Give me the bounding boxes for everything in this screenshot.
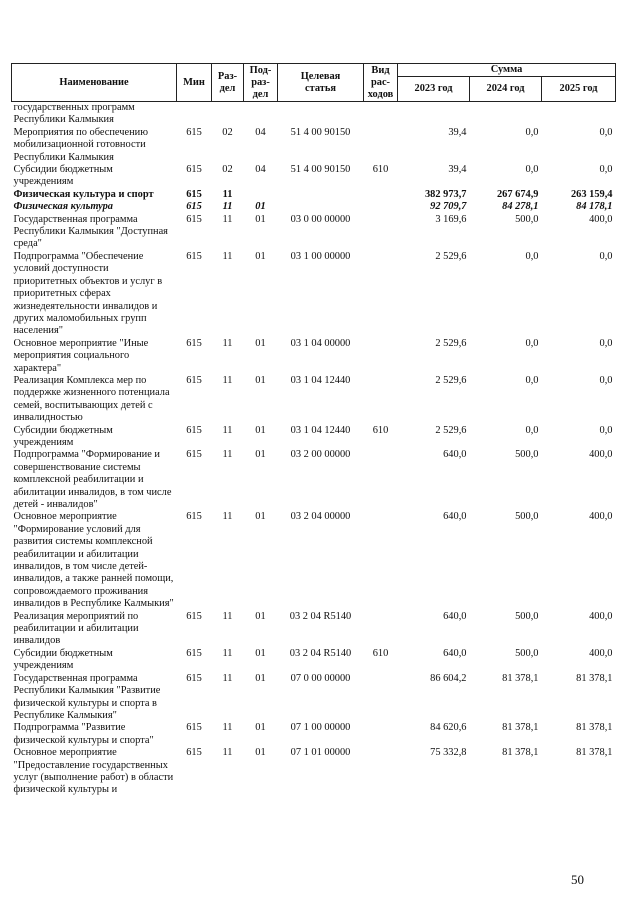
table-body [12,102,616,797]
row-sum-2024: 0,0 [525,164,539,176]
row-razdel: 11 [222,201,233,213]
row-name: Основное мероприятие "Предоставление государственных услуг (выполнение работ) в области физической культуры и [13,747,174,796]
row-sum-2024: 0,0 [525,337,539,349]
row-podrazdel [244,189,278,201]
row-name: Основное мероприятие "Формирование условий для развития системы комплексной реабилитации и абилитации инвалидов, в том числе детей-инвалидов, а также ранней помощи, сопровождаемого проживания инвалидов в Республике Калмыкия" [13,511,174,610]
row-name: Реализация мероприятий по реабилитации и абилитации инвалидов [13,610,139,647]
row-sum-2024: 81 378,1 [502,672,539,684]
header-vid: Вид рас- ходов [364,64,398,102]
table-row [12,648,616,673]
row-celevaya-statya: 07 1 00 00000 [290,722,351,734]
table-row [12,251,616,338]
row-min: 615 [186,164,202,176]
row-sum-2025: 81 378,1 [576,672,613,684]
header-year-2023: 2023 год [398,77,470,102]
row-razdel: 11 [222,722,233,734]
row-sum-2025: 263 159,4 [570,188,613,200]
row-podrazdel: 01 [255,647,266,659]
row-name: Основное мероприятие "Иные мероприятия социального характера" [13,337,149,374]
row-sum-2025 [542,102,616,127]
table-row [12,201,616,213]
row-sum-2024: 500,0 [515,647,539,659]
row-sum-2025: 400,0 [589,511,613,523]
row-min: 615 [186,511,202,523]
row-razdel: 11 [222,188,233,200]
row-sum-2023: 84 620,6 [430,722,467,734]
header-year-2025: 2025 год [542,77,616,102]
row-sum-2023: 2 529,6 [435,250,467,262]
row-sum-2025: 0,0 [599,337,613,349]
row-vid-raskhodov [364,189,398,201]
row-razdel: 02 [222,164,233,176]
row-sum-2023: 640,0 [443,647,467,659]
row-podrazdel: 01 [255,747,266,759]
row-sum-2025: 400,0 [589,449,613,461]
row-celevaya-statya: 51 4 00 90150 [290,164,351,176]
row-name: Подпрограмма "Формирование и совершенствование системы комплексной реабилитации и абилитации инвалидов, в том числе детей - инвалидов" [13,449,172,510]
row-razdel: 11 [222,424,233,436]
row-sum-2025: 0,0 [599,250,613,262]
row-podrazdel: 01 [255,213,266,225]
table-row [12,425,616,450]
row-vid-raskhodov [364,673,398,723]
row-sum-2025: 400,0 [589,647,613,659]
row-podrazdel: 04 [255,126,266,138]
row-razdel: 11 [222,337,233,349]
row-celevaya-statya: 03 2 04 R5140 [289,647,352,659]
row-razdel: 11 [222,213,233,225]
row-vid-raskhodov [364,127,398,164]
row-sum-2024: 81 378,1 [502,722,539,734]
row-name: Подпрограмма "Обеспечение условий доступности приоритетных объектов и услуг в приоритетных сферах жизнедеятельности инвалидов и других маломобильных групп населения" [13,250,163,337]
row-vid-raskhodov: 610 [372,647,389,659]
row-podrazdel: 01 [255,672,266,684]
row-celevaya-statya [278,189,364,201]
row-podrazdel: 01 [255,610,266,622]
row-podrazdel: 01 [255,722,266,734]
row-podrazdel: 01 [255,424,266,436]
row-celevaya-statya: 03 1 04 12440 [290,374,351,386]
row-vid-raskhodov: 610 [372,164,389,176]
row-vid-raskhodov [364,375,398,425]
table-row [12,611,616,648]
header-summa: Сумма [398,64,616,77]
row-min: 615 [186,337,202,349]
row-razdel [212,102,244,127]
row-celevaya-statya: 03 2 04 R5140 [289,610,352,622]
row-sum-2024: 81 378,1 [502,747,539,759]
row-min: 615 [186,424,202,436]
row-sum-2025: 81 378,1 [576,722,613,734]
row-name: Субсидии бюджетным учреждениям [13,647,113,672]
row-razdel: 11 [222,610,233,622]
row-name: государственных программ Республики Калмыкия [13,102,135,126]
row-celevaya-statya: 03 0 00 00000 [290,213,351,225]
row-vid-raskhodov [364,214,398,251]
row-sum-2024: 500,0 [515,511,539,523]
row-sum-2023: 86 604,2 [430,672,467,684]
row-name: Субсидии бюджетным учреждениям [13,424,113,448]
table-row [12,747,616,797]
row-name: Реализация Комплекса мер по поддержке жизненного потенциала семей, воспитывающих детей с инвалидностью [13,374,170,424]
row-sum-2025: 0,0 [599,374,613,386]
header-razdel: Раз- дел [212,64,244,102]
row-podrazdel: 01 [255,511,266,523]
row-celevaya-statya: 03 1 04 12440 [290,424,351,436]
row-sum-2025: 400,0 [589,213,613,225]
row-sum-2023: 75 332,8 [430,747,467,759]
row-min [177,102,212,127]
row-sum-2025: 0,0 [599,424,613,436]
row-razdel: 11 [222,672,233,684]
row-podrazdel: 01 [255,201,266,213]
row-sum-2023: 382 973,7 [424,188,467,200]
row-sum-2023: 640,0 [443,610,467,622]
row-sum-2023: 39,4 [448,164,467,176]
row-name: Государственная программа Республики Калмыкия "Развитие физической культуры и спорта в Республике Калмыкия" [13,672,161,721]
row-celevaya-statya: 51 4 00 90150 [290,126,351,138]
row-min: 615 [186,610,202,622]
row-name: Государственная программа Республики Калмыкия "Доступная среда" [13,213,168,250]
row-razdel: 11 [222,449,233,461]
row-razdel: 11 [222,250,233,262]
row-sum-2024: 0,0 [525,250,539,262]
row-sum-2024: 500,0 [515,610,539,622]
page-number: 50 [571,872,584,887]
row-min: 615 [186,647,202,659]
row-name: Физическая культура и спорт [13,188,154,200]
table-row [12,375,616,425]
row-min: 615 [186,374,202,386]
row-sum-2025: 84 178,1 [576,201,613,213]
row-name: Мероприятия по обеспечению мобилизационной готовности Республики Калмыкия [13,126,148,163]
table-header [12,64,616,102]
row-vid-raskhodov [364,511,398,610]
row-sum-2023: 2 529,6 [435,337,467,349]
row-razdel: 11 [222,647,233,659]
row-vid-raskhodov: 610 [372,424,389,436]
table-row [12,189,616,201]
row-celevaya-statya [278,102,364,127]
row-celevaya-statya: 07 1 01 00000 [290,747,351,759]
budget-table [11,63,616,797]
row-podrazdel: 01 [255,337,266,349]
table-row [12,164,616,189]
row-razdel: 11 [222,374,233,386]
row-min: 615 [186,201,202,213]
row-min: 615 [186,250,202,262]
row-vid-raskhodov [364,722,398,747]
row-razdel: 11 [222,511,233,523]
row-vid-raskhodov [364,449,398,511]
row-vid-raskhodov [364,201,398,213]
row-sum-2024: 0,0 [525,126,539,138]
row-razdel: 11 [222,747,233,759]
row-min: 615 [186,126,202,138]
row-sum-2025: 0,0 [599,164,613,176]
row-razdel: 02 [222,126,233,138]
row-vid-raskhodov [364,747,398,797]
table-row [12,102,616,127]
table-row [12,127,616,164]
row-sum-2023: 2 529,6 [435,374,467,386]
row-podrazdel: 04 [255,164,266,176]
row-podrazdel: 01 [255,374,266,386]
row-sum-2023: 92 709,7 [430,201,467,213]
row-vid-raskhodov [364,338,398,375]
table-row [12,449,616,511]
row-sum-2023: 640,0 [443,511,467,523]
row-podrazdel: 01 [255,250,266,262]
row-sum-2024: 0,0 [525,374,539,386]
row-sum-2024 [470,102,542,127]
row-min: 615 [186,672,202,684]
row-sum-2025: 0,0 [599,126,613,138]
row-sum-2023: 3 169,6 [435,213,467,225]
header-podrazdel: Под- раз- дел [244,64,278,102]
row-sum-2024: 500,0 [515,213,539,225]
row-sum-2024: 267 674,9 [496,188,539,200]
header-year-2024: 2024 год [470,77,542,102]
row-podrazdel [244,102,278,127]
row-celevaya-statya: 03 2 00 00000 [290,449,351,461]
header-name: Наименование [12,64,177,102]
row-name: Подпрограмма "Развитие физической культуры и спорта" [13,722,154,746]
table-row [12,214,616,251]
row-celevaya-statya: 03 2 04 00000 [290,511,351,523]
row-celevaya-statya: 07 0 00 00000 [290,672,351,684]
row-vid-raskhodov [364,102,398,127]
row-sum-2023: 39,4 [448,126,467,138]
row-podrazdel: 01 [255,449,266,461]
header-celevaya: Целевая статья [278,64,364,102]
row-min: 615 [186,449,202,461]
row-sum-2025: 400,0 [589,610,613,622]
row-min: 615 [186,747,202,759]
table-row [12,722,616,747]
row-name: Субсидии бюджетным учреждениям [13,164,113,188]
row-sum-2025: 81 378,1 [576,747,613,759]
row-sum-2024: 0,0 [525,424,539,436]
row-sum-2023 [398,102,470,127]
row-min: 615 [186,722,202,734]
row-celevaya-statya: 03 1 00 00000 [290,250,351,262]
row-min: 615 [186,213,202,225]
table-row [12,338,616,375]
row-sum-2024: 84 278,1 [502,201,539,213]
row-min: 615 [186,188,202,200]
table-row [12,673,616,723]
row-celevaya-statya: 03 1 04 00000 [290,337,351,349]
table-row [12,511,616,610]
header-min: Мин [177,64,212,102]
row-name: Физическая культура [13,201,114,213]
row-vid-raskhodov [364,611,398,648]
row-sum-2024: 500,0 [515,449,539,461]
row-sum-2023: 2 529,6 [435,424,467,436]
row-vid-raskhodov [364,251,398,338]
row-sum-2023: 640,0 [443,449,467,461]
row-celevaya-statya [278,201,364,213]
